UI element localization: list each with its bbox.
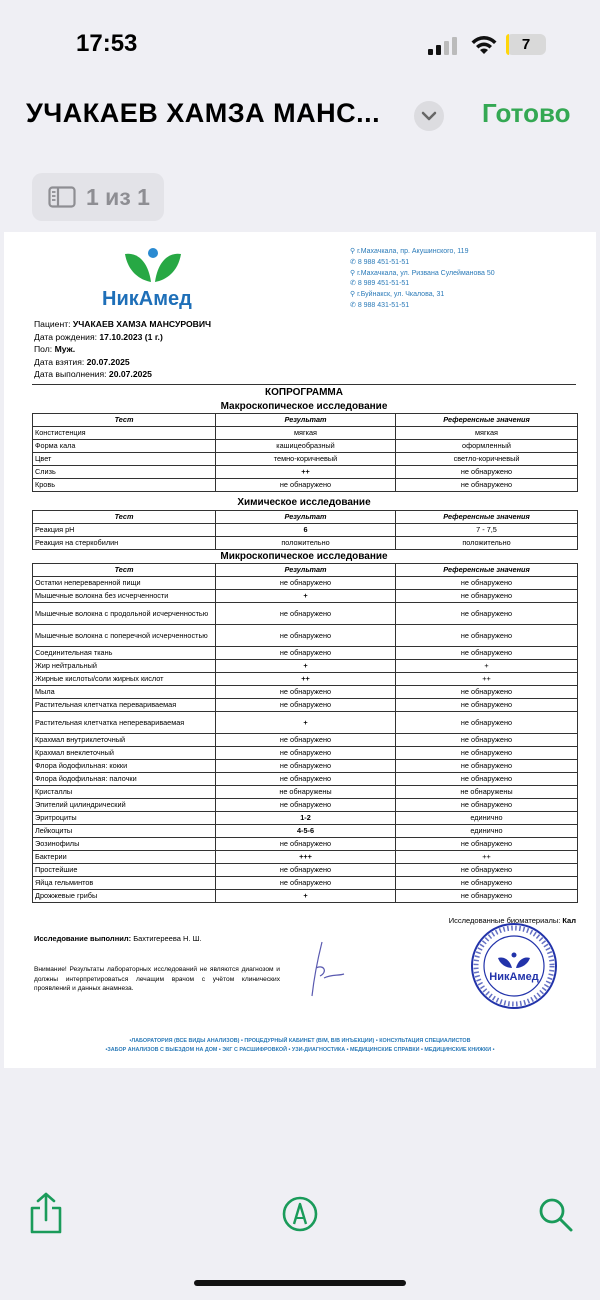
nikamed-logo-icon [122,246,184,286]
test-name: Цвет [33,453,216,466]
table-row [33,747,578,760]
reference-value: положительно [396,537,578,550]
address-line: ⚲ г.Махачкала, пр. Акушинского, 119 [350,248,469,255]
test-result: не обнаружено [216,577,396,590]
table-row [33,673,578,686]
table-row [33,773,578,786]
column-header-reference: Референсные значения [396,564,578,577]
chevron-down-icon [414,101,444,131]
reference-value: светло-коричневый [396,453,578,466]
footer-services-2: •ЗАБОР АНАЛИЗОВ С ВЫЕЗДОМ НА ДОМ • ЭКГ С РАСШИФРОВКОЙ • УЗИ-ДИАГНОСТИКА • МЕДИЦИНСКИЕ СПРАВКИ • МЕДИЦИНСКИЕ КНИЖКИ • [105,1047,495,1053]
macro-table [32,413,578,492]
test-result: не обнаружено [216,747,396,760]
address-line: ⚲ г.Буйнакск, ул. Чкалова, 31 [350,291,445,299]
logo-text: НикАмед [102,288,192,310]
table-row [33,838,578,851]
table-row [33,799,578,812]
cellular-signal-icon [428,35,462,55]
test-name: Дрожжевые грибы [33,890,216,903]
test-name: Жир нейтральный [33,660,216,673]
table-row [33,577,578,590]
stamp-text: НикАмед [489,971,539,983]
test-name: Кровь [33,479,216,492]
reference-value: не обнаружено [396,699,578,712]
document-page [4,232,596,1068]
test-result: + [216,712,396,734]
reference-value: не обнаружено [396,625,578,647]
test-result: положительно [216,537,396,550]
reference-value: не обнаружено [396,799,578,812]
reference-value: не обнаружено [396,712,578,734]
test-result: не обнаружено [216,699,396,712]
test-name: Растительная клетчатка перевариваемая [33,699,216,712]
reference-value: + [396,660,578,673]
column-header-test: Тест [33,511,216,524]
page-counter: 1 из 1 [86,184,150,210]
test-result: не обнаружено [216,734,396,747]
table-row [33,825,578,838]
test-name: Эритроциты [33,812,216,825]
table-row [33,453,578,466]
test-name: Кристаллы [33,786,216,799]
test-name: Эозинофилы [33,838,216,851]
table-row [33,786,578,799]
table-row [33,479,578,492]
reference-value: ++ [396,673,578,686]
macro-section-title: Макроскопическое исследование [220,401,388,412]
reference-value: единично [396,812,578,825]
reference-value: не обнаружено [396,864,578,877]
table-row [33,537,578,550]
test-result: кашицеобразный [216,440,396,453]
table-row [33,734,578,747]
chem-table [32,510,578,550]
reference-value: не обнаружено [396,466,578,479]
reference-value: не обнаружено [396,647,578,660]
micro-table [32,563,578,903]
reference-value: не обнаружено [396,479,578,492]
test-result: не обнаружено [216,686,396,699]
test-result: 6 [216,524,396,537]
test-result: мягкая [216,427,396,440]
markup-icon[interactable] [282,1196,318,1232]
reference-value: не обнаружено [396,590,578,603]
test-name: Соединительная ткань [33,647,216,660]
column-header-reference: Референсные значения [396,511,578,524]
table-row [33,603,578,625]
test-name: Реакция pH [33,524,216,537]
table-row [33,760,578,773]
reference-value: не обнаружены [396,786,578,799]
test-name: Мышечные волокна с продольной исчерченностью [33,603,216,625]
test-name: Флора йодофильная: палочки [33,773,216,786]
table-row [33,625,578,647]
status-time: 17:53 [76,30,138,57]
table-row [33,851,578,864]
table-row [33,524,578,537]
test-result: не обнаружено [216,799,396,812]
test-result: + [216,660,396,673]
reference-value: ++ [396,851,578,864]
table-row [33,466,578,479]
reference-value: мягкая [396,427,578,440]
test-result: не обнаружено [216,603,396,625]
table-row [33,699,578,712]
reference-value: не обнаружено [396,890,578,903]
phone-line: ✆ 8 988 451-51-51 [350,258,410,266]
status-bar [0,0,600,90]
table-row [33,890,578,903]
test-result: 1-2 [216,812,396,825]
column-header-result: Результат [216,564,396,577]
table-row [33,427,578,440]
share-icon[interactable] [28,1192,64,1234]
test-name: Простейшие [33,864,216,877]
home-indicator[interactable] [194,1280,406,1286]
reference-value: единично [396,825,578,838]
document-title: УЧАКАЕВ ХАМЗА МАНС... [26,98,381,128]
table-row [33,590,578,603]
table-row [33,647,578,660]
reference-value: не обнаружено [396,577,578,590]
patient-info [34,318,211,381]
column-header-result: Результат [216,511,396,524]
test-name: Растительная клетчатка неперевариваемая [33,712,216,734]
divider [32,384,576,385]
test-result: ++ [216,466,396,479]
test-name: Крахмал внеклеточный [33,747,216,760]
table-header-row [33,414,578,427]
phone-line: ✆ 8 988 431-51-51 [350,301,410,309]
test-name: Остатки непереваренной пищи [33,577,216,590]
wifi-icon [470,34,498,56]
test-name: Констистенция [33,427,216,440]
sidebar-icon [48,186,76,208]
phone-line: ✆ 8 989 451-51-51 [350,280,410,288]
test-name: Мышечные волокна без исчерченности [33,590,216,603]
table-row [33,440,578,453]
table-row [33,812,578,825]
test-result: + [216,890,396,903]
test-result: не обнаружены [216,786,396,799]
test-result: не обнаружено [216,773,396,786]
report-title: КОПРОГРАММА [265,387,343,398]
clinic-addresses [350,247,495,312]
column-header-result: Результат [216,414,396,427]
test-name: Слизь [33,466,216,479]
test-name: Крахмал внутриклеточный [33,734,216,747]
table-row [33,660,578,673]
column-header-reference: Референсные значения [396,414,578,427]
test-name: Мышечные волокна с поперечной исчерченностью [33,625,216,647]
page-thumbnails-button[interactable] [32,173,164,221]
search-icon[interactable] [538,1197,574,1233]
test-name: Флора йодофильная: кокки [33,760,216,773]
test-result: не обнаружено [216,479,396,492]
column-header-test: Тест [33,414,216,427]
footer-services-1: •ЛАБОРАТОРИЯ (ВСЕ ВИДЫ АНАЛИЗОВ) • ПРОЦЕДУРНЫЙ КАБИНЕТ (В/М, В/В ИНЪЕКЦИИ) • КОНСУЛЬТАЦИЯ СПЕЦИАЛИСТОВ [129,1038,471,1044]
reference-value: 7 - 7,5 [396,524,578,537]
test-result: ++ [216,673,396,686]
address-line: ⚲ г.Махачкала, ул. Ризвана Сулейманова 50 [350,269,495,277]
battery-icon [506,34,546,55]
test-result: не обнаружено [216,647,396,660]
test-result: не обнаружено [216,760,396,773]
completion-date: Дата выполнения: 20.07.2025 [34,369,152,379]
table-row [33,877,578,890]
test-result: 4-5-6 [216,825,396,838]
table-row [33,686,578,699]
micro-section-title: Микроскопическое исследование [220,551,388,562]
biomaterial: Исследованные биоматериалы: Кал [448,916,576,925]
test-name: Яйца гельминтов [33,877,216,890]
reference-value: не обнаружено [396,603,578,625]
table-header-row [33,564,578,577]
signature-icon [304,938,354,998]
reference-value: не обнаружено [396,877,578,890]
table-row [33,864,578,877]
performed-by: Исследование выполнил: Бахтигереева Н. Ш. [34,934,202,943]
patient-sex: Пол: Муж. [34,344,76,354]
battery-level: 7 [521,36,531,53]
reference-value: оформленный [396,440,578,453]
test-result: не обнаружено [216,864,396,877]
test-name: Бактерии [33,851,216,864]
test-name: Форма кала [33,440,216,453]
done-button[interactable]: Готово [482,98,571,128]
sample-date: Дата взятия: 20.07.2025 [34,356,130,367]
test-name: Жирные кислоты/соли жирных кислот [33,673,216,686]
column-header-test: Тест [33,564,216,577]
clinic-stamp-icon [470,922,558,1010]
table-row [33,712,578,734]
reference-value: не обнаружено [396,838,578,851]
test-result: +++ [216,851,396,864]
test-name: Мыла [33,686,216,699]
title-menu-button[interactable] [414,101,444,131]
reference-value: не обнаружено [396,760,578,773]
test-result: не обнаружено [216,838,396,851]
test-result: не обнаружено [216,877,396,890]
test-result: + [216,590,396,603]
test-result: не обнаружено [216,625,396,647]
disclaimer: Внимание! Результаты лабораторных исследований не являются диагнозом и должны интерпретироваться лечащим врачом с учётом клинических проявлений и данных анамнеза. [34,966,280,992]
reference-value: не обнаружено [396,773,578,786]
reference-value: не обнаружено [396,686,578,699]
table-header-row [33,511,578,524]
patient-dob: Дата рождения: 17.10.2023 (1 г.) [34,331,163,342]
patient-name: Пациент: УЧАКАЕВ ХАМЗА МАНСУРОВИЧ [34,319,212,329]
reference-value: не обнаружено [396,734,578,747]
test-name: Эпителий цилиндрический [33,799,216,812]
test-result: темно-коричневый [216,453,396,466]
reference-value: не обнаружено [396,747,578,760]
test-name: Лейкоциты [33,825,216,838]
test-name: Реакция на стеркобилин [33,537,216,550]
chem-section-title: Химическое исследование [237,497,371,508]
battery-fill [506,34,509,55]
